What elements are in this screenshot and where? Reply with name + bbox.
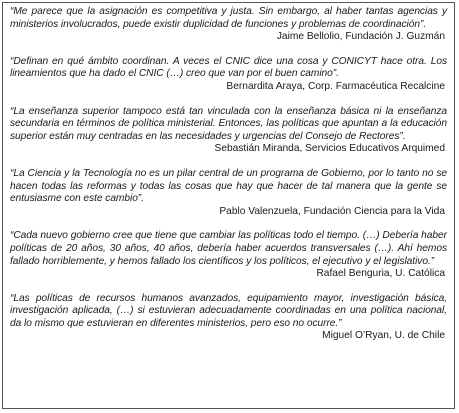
spacer <box>10 218 447 230</box>
quote-block <box>10 106 447 156</box>
quote-block <box>10 168 447 218</box>
quote-block <box>10 56 447 94</box>
spacer <box>10 156 447 168</box>
quotes-box <box>2 2 455 409</box>
spacer <box>10 44 447 56</box>
quote-block <box>10 230 447 280</box>
spacer <box>10 94 447 106</box>
quote-block <box>10 293 447 343</box>
spacer <box>10 281 447 293</box>
quote-block <box>10 6 447 44</box>
quote-attribution: Rafael Benguria, U. Católica <box>316 268 445 280</box>
quote-attribution: Jaime Bellolio, Fundación J. Guzmán <box>276 31 445 43</box>
quote-text: “Cada nuevo gobierno cree que tiene que cambiar las políticas todo el tiempo. (…) Debería haber políticas de 20 años, 30 años, 40 años, debería haber acuerdos transversales (…). Ahí hemos fallado horriblemente, y hemos fallado los científicos y los políticos, el ejecutivo y el legislativo.” <box>10 230 447 267</box>
quote-text: “La Ciencia y la Tecnología no es un pilar central de un programa de Gobierno, por lo tanto no se hacen todas las reformas y todas las cosas que hay que hacer de tal manera que la gente se entusiasme con este cambio”. <box>10 167 447 205</box>
quote-attribution: Bernardita Araya, Corp. Farmacéutica Recalcine <box>226 80 445 92</box>
quote-text: “Definan en qué ámbito coordinan. A veces el CNIC dice una cosa y CONICYT hace otra. Los lineamientos que ha dado el CNIC (…) creo que van por el buen camino”. <box>10 55 447 80</box>
quote-attribution: Pablo Valenzuela, Fundación Ciencia para la Vida <box>219 205 445 217</box>
quote-text: “La enseñanza superior tampoco está tan vinculada con la enseñanza básica ni la enseñanza secundaria en términos de política ministerial. Entonces, las políticas que apuntan a la educación superior están muy centradas en las necesidades y urgencias del Consejo de Rectores”. <box>10 105 447 142</box>
quote-attribution: Miguel O’Ryan, U. de Chile <box>322 330 445 342</box>
quote-text: “Me parece que la asignación es competitiva y justa. Sin embargo, al haber tantas agencias y ministerios involucrados, puede existir duplicidad de funciones y problemas de coordinación”. <box>10 6 447 30</box>
quote-text: “Las políticas de recursos humanos avanzados, equipamiento mayor, investigación básica, investigación aplicada, (…) si estuvieran adecuadamente coordinadas en una política nacional, da lo mismo que estuvieran en diferentes ministerios, pero eso no ocurre.” <box>10 292 447 329</box>
quote-attribution: Sebastián Miranda, Servicios Educativos Arquimed <box>214 143 445 155</box>
